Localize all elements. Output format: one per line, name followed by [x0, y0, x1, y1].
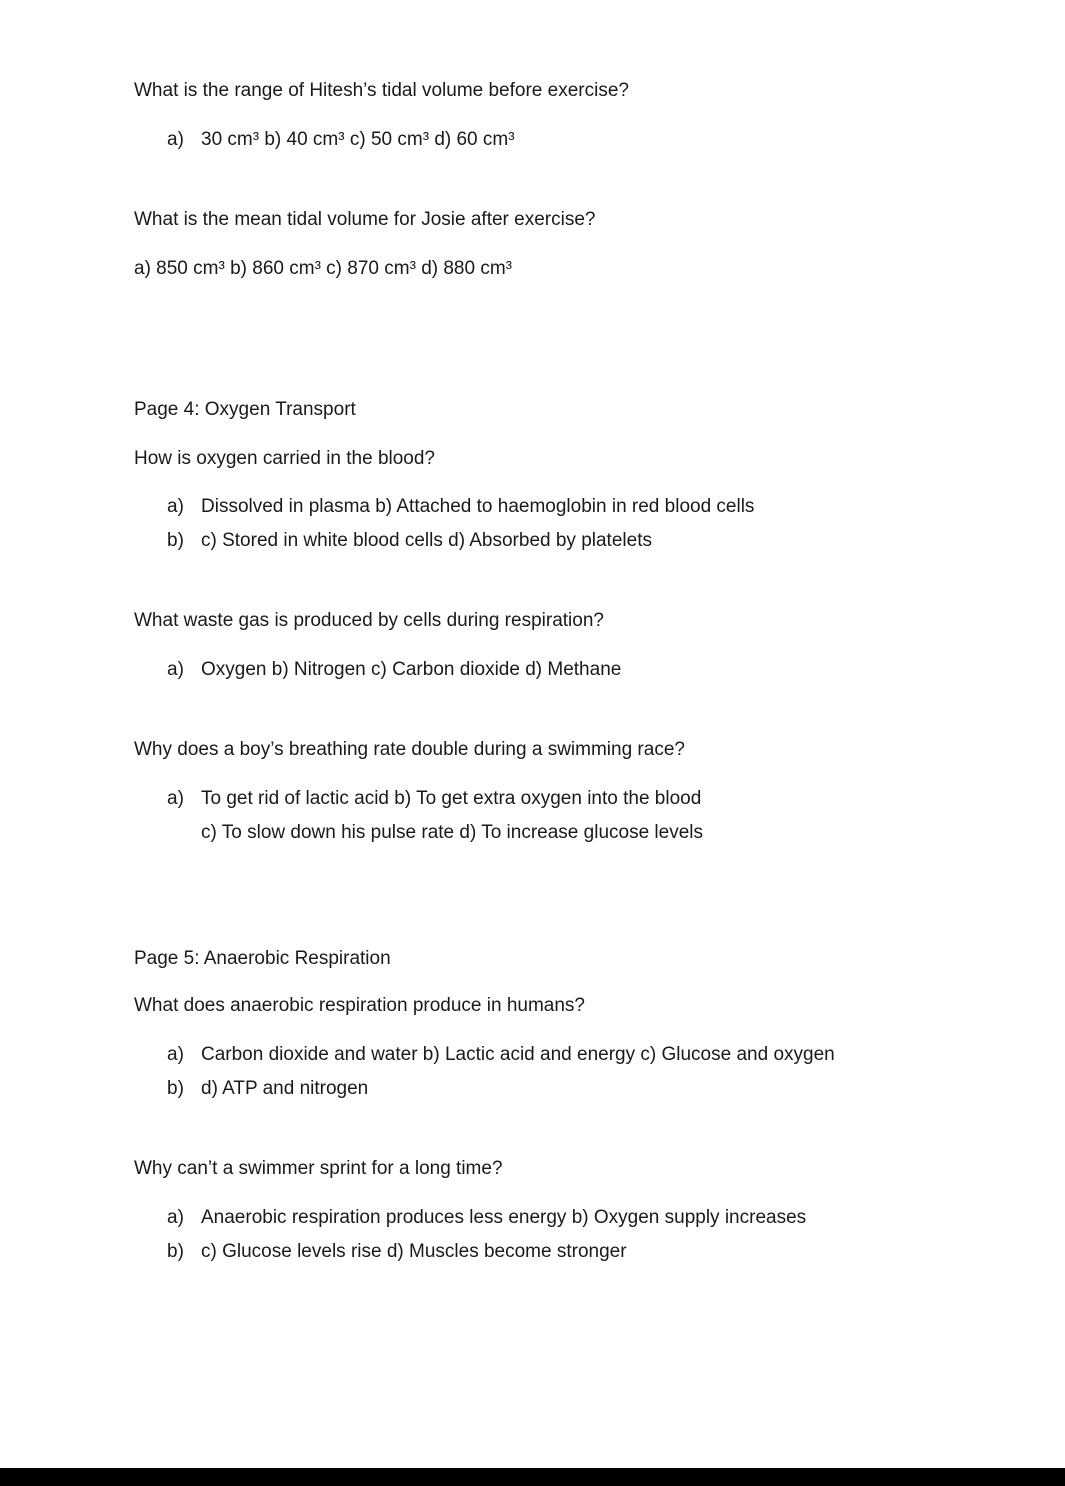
- question-7-option-marker-1: a): [167, 1207, 184, 1228]
- question-7-options-line-2: c) Glucose levels rise d) Muscles become stronger: [201, 1241, 627, 1262]
- question-5-options-line-1: To get rid of lactic acid b) To get extra oxygen into the blood: [201, 788, 702, 809]
- bottom-black-bar: [0, 1468, 1065, 1486]
- question-5-option-marker: a): [167, 788, 184, 809]
- question-6-text: What does anaerobic respiration produce in humans?: [134, 995, 585, 1016]
- question-4-options: Oxygen b) Nitrogen c) Carbon dioxide d) Methane: [201, 659, 622, 680]
- question-3-option-marker-2: b): [167, 530, 184, 551]
- question-4-text: What waste gas is produced by cells during respiration?: [134, 610, 604, 631]
- question-3-options-line-1: Dissolved in plasma b) Attached to haemoglobin in red blood cells: [201, 496, 755, 517]
- question-5-options-line-2: c) To slow down his pulse rate d) To increase glucose levels: [201, 822, 703, 843]
- question-5-text: Why does a boy’s breathing rate double during a swimming race?: [134, 739, 685, 760]
- question-6-options-line-2: d) ATP and nitrogen: [201, 1078, 369, 1099]
- question-1-text: What is the range of Hitesh’s tidal volume before exercise?: [134, 80, 629, 101]
- question-2-options: a) 850 cm³ b) 860 cm³ c) 870 cm³ d) 880 cm³: [134, 258, 512, 279]
- question-3-text: How is oxygen carried in the blood?: [134, 448, 436, 469]
- section-heading-page-4: Page 4: Oxygen Transport: [134, 399, 356, 420]
- question-2-text: What is the mean tidal volume for Josie after exercise?: [134, 209, 596, 230]
- question-6-option-marker-2: b): [167, 1078, 184, 1099]
- question-3-options-line-2: c) Stored in white blood cells d) Absorbed by platelets: [201, 530, 652, 551]
- question-6-option-marker-1: a): [167, 1044, 184, 1065]
- question-4-option-marker: a): [167, 659, 184, 680]
- section-heading-page-5: Page 5: Anaerobic Respiration: [134, 948, 391, 969]
- question-1-option-marker: a): [167, 129, 184, 150]
- question-7-option-marker-2: b): [167, 1241, 184, 1262]
- question-6-options-line-1: Carbon dioxide and water b) Lactic acid and energy c) Glucose and oxygen: [201, 1044, 835, 1065]
- question-3-option-marker-1: a): [167, 496, 184, 517]
- question-7-options-line-1: Anaerobic respiration produces less energy b) Oxygen supply increases: [201, 1207, 807, 1228]
- question-7-text: Why can’t a swimmer sprint for a long time?: [134, 1158, 503, 1179]
- question-1-options: 30 cm³ b) 40 cm³ c) 50 cm³ d) 60 cm³: [201, 129, 515, 150]
